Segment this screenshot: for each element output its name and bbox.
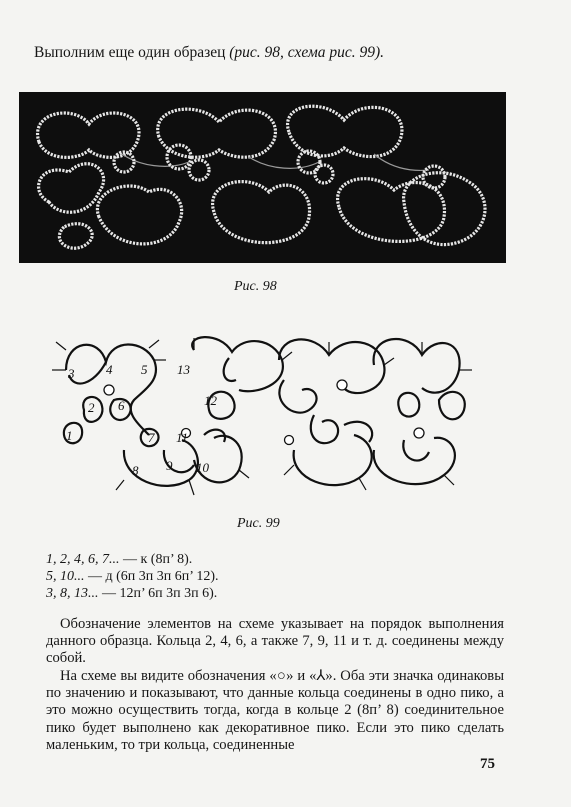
legend-elements: 3, 8, 13...: [46, 586, 99, 601]
body-paragraph: На схеме вы видите обозначения «○» и «⅄». Оба эти значка одинаковы по значению и показывают, что данные кольца соединены в одно пико, а это можно осуществить тогда, когда в кольце 2 (8п’ 8) соединительное пико будет выполнено как декоративное пико. Если это пико сделать маленьким, то три кольца, соединенные: [46, 668, 504, 753]
legend-line: [46, 552, 192, 568]
lace-photo-drawing: [19, 92, 506, 263]
scheme-label: 8: [132, 463, 139, 478]
legend-spec: — 12п’ 6п 3п 3п 6).: [98, 586, 218, 601]
scheme-label: 7: [148, 430, 155, 445]
figure-99-caption: Рис. 99: [237, 516, 280, 531]
body-paragraph: Обозначение элементов на схеме указывает на порядок выполнения данного образца. Кольца 2, 4, 6, а также 7, 9, 11 и т. д. соединены между собой.: [46, 616, 504, 667]
tatting-scheme: [44, 330, 474, 510]
scheme-right-unit: [374, 339, 465, 484]
scheme-label: 11: [176, 430, 189, 445]
scheme-label: 4: [106, 362, 113, 377]
scheme-label: 10: [196, 460, 209, 475]
scheme-left-unit: [64, 337, 283, 486]
intro-figure-ref: (рис. 98, схема рис. 99).: [229, 44, 385, 61]
legend-line: [46, 586, 217, 602]
legend-line: [46, 569, 219, 585]
tatting-scheme-drawing: [44, 330, 474, 505]
scheme-label: 1: [66, 428, 73, 443]
legend-spec: — к (8п’ 8).: [119, 552, 193, 567]
scheme-label: 12: [204, 393, 217, 408]
intro-text: Выполним еще один образец: [34, 44, 230, 61]
scheme-label: 13: [177, 362, 190, 377]
legend-elements: 5, 10...: [46, 569, 85, 584]
scheme-label: 2: [88, 400, 95, 415]
page-number: 75: [480, 756, 495, 772]
intro-line: [34, 44, 384, 62]
legend-elements: 1, 2, 4, 6, 7...: [46, 552, 120, 567]
scheme-middle-unit: [279, 339, 384, 485]
lace-photo: [19, 92, 506, 263]
legend-spec: — д (6п 3п 3п 6п’ 12).: [84, 569, 219, 584]
scheme-label: 6: [118, 398, 125, 413]
scheme-label: 3: [68, 366, 75, 381]
figure-98-caption: Рис. 98: [234, 279, 277, 294]
scheme-label: 9: [166, 458, 173, 473]
scheme-label: 5: [141, 362, 148, 377]
